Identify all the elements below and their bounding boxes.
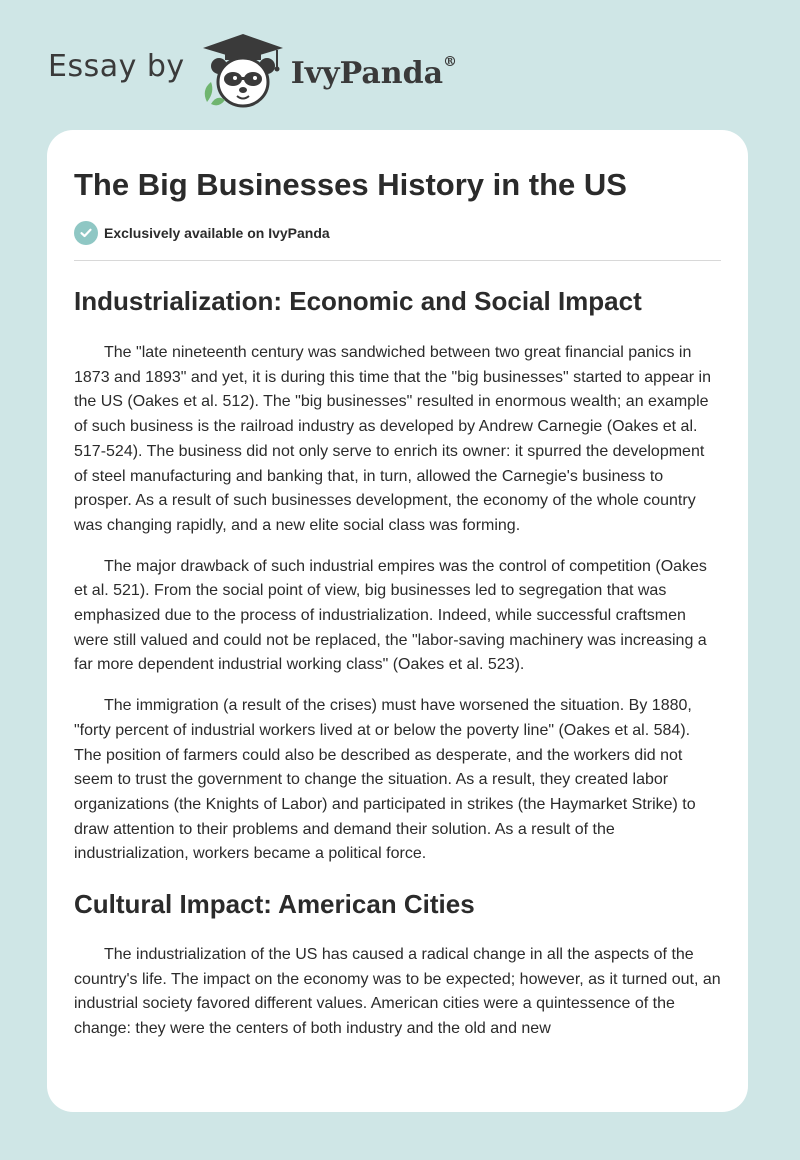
panda-graduate-icon xyxy=(197,30,289,110)
paragraph: The "late nineteenth century was sandwiched between two great financial panics in 1873 and 1893" and yet, it is during this time that the "big businesses" started to appear in the US (Oakes et al. 512). The "big businesses" resulted in enormous wealth; an example of such business is the railroad industry as developed by Andrew Carnegie (Oakes et al. 517-524). The business did not only serve to enrich its owner: it spurred the development of steel manufacturing and banking that, in turn, allowed the Carnegie's business to prosper. As a result of such businesses development, the economy of the whole country was changing rapidly, and a new elite social class was forming. xyxy=(74,344,711,534)
paragraph: The major drawback of such industrial empires was the control of competition (Oakes et al. 521). From the social point of view, big businesses led to segregation that was emphasized due to the process of industrialization. Indeed, while successful craftsmen were still valued and could not be replaced, the "labor-saving machinery was increasing a far more dependent industrial working class" (Oakes et al. 523). xyxy=(74,557,707,674)
exclusive-label: Exclusively available on IvyPanda xyxy=(104,225,330,241)
brand-name xyxy=(290,53,458,91)
brand-text: IvyPanda xyxy=(290,55,444,91)
page-title: The Big Businesses History in the US xyxy=(74,167,627,202)
essay-card xyxy=(47,130,748,1112)
exclusive-badge xyxy=(74,219,721,247)
section-heading: Cultural Impact: American Cities xyxy=(74,889,475,920)
paragraph: The industrialization of the US has caused a radical change in all the aspects of the country's life. The impact on the economy was to be expected; however, as it turned out, an industrial society favored different values. American cities were a quintessence of the change: they were the centers of both industry and the old and new xyxy=(74,946,721,1038)
divider xyxy=(74,260,721,261)
check-circle-icon xyxy=(74,221,98,245)
paragraph: The immigration (a result of the crises) must have worsened the situation. By 1880, "forty percent of industrial workers lived at or below the poverty line" (Oakes et al. 584). The position of farmers could also be described as desperate, and the workers did not seem to trust the government to change the situation. As a result, they created labor organizations (the Knights of Labor) and participated in strikes (the Haymarket Strike) to draw attention to their problems and demand their solution. As a result of the industrialization, workers became a political force. xyxy=(74,697,696,863)
registered-mark: ® xyxy=(443,53,458,70)
section-heading: Industrialization: Economic and Social Impact xyxy=(74,286,642,316)
site-header xyxy=(48,30,457,110)
essay-by-label: Essay by xyxy=(48,48,185,84)
